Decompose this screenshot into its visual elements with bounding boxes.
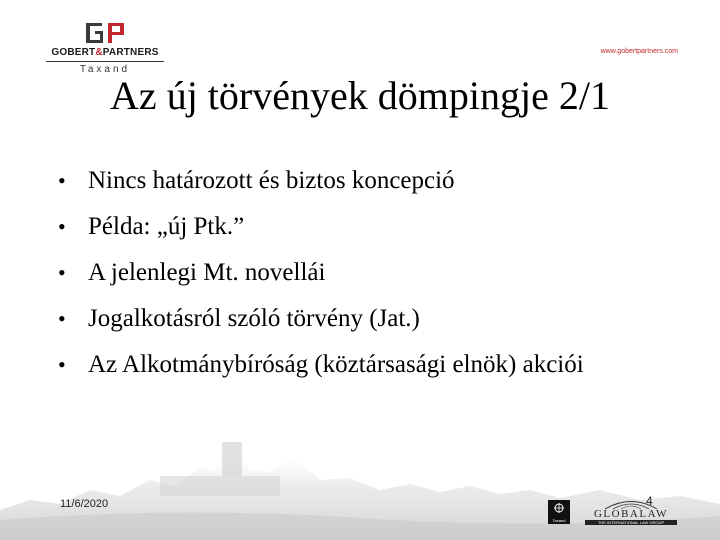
bullet-list bbox=[48, 164, 688, 394]
website-url: www.gobertpartners.com bbox=[600, 48, 678, 55]
slide-date: 11/6/2020 bbox=[60, 498, 109, 510]
bullet-text: Példa: „új Ptk.” bbox=[88, 213, 245, 240]
logo-mark-icon bbox=[84, 20, 128, 46]
gobert-partners-logo bbox=[44, 20, 174, 76]
logo-subtitle: Taxand bbox=[79, 64, 131, 75]
globalaw-tagline: THE INTERNATIONAL LAW GROUP bbox=[585, 520, 677, 525]
bullet-item bbox=[48, 164, 688, 197]
taxand-star-icon bbox=[548, 500, 570, 516]
globalaw-logo bbox=[585, 496, 677, 526]
logo-divider bbox=[46, 61, 164, 62]
slide-title: Az új törvények dömpingje 2/1 bbox=[110, 73, 610, 118]
bullet-text: A jelenlegi Mt. novellái bbox=[88, 259, 326, 286]
bullet-item bbox=[48, 210, 688, 243]
bullet-text: Nincs határozott és biztos koncepció bbox=[88, 167, 455, 194]
bullet-item bbox=[48, 256, 688, 289]
bullet-marker: • bbox=[58, 214, 66, 239]
bullet-marker: • bbox=[58, 260, 66, 285]
bullet-item bbox=[48, 348, 688, 381]
taxand-badge-text: Taxand bbox=[552, 518, 566, 523]
bullet-item bbox=[48, 302, 688, 335]
taxand-badge-logo bbox=[548, 500, 570, 524]
bullet-marker: • bbox=[58, 168, 66, 193]
page-number: 4 bbox=[646, 494, 653, 508]
logo-brand-text: GOBERT&PARTNERS bbox=[51, 47, 159, 58]
bullet-marker: • bbox=[58, 352, 66, 377]
bullet-marker: • bbox=[58, 306, 66, 331]
globalaw-name: GLOBALAW bbox=[593, 508, 669, 520]
bullet-text: Az Alkotmánybíróság (köztársasági elnök) akciói bbox=[88, 351, 584, 378]
bullet-text: Jogalkotásról szóló törvény (Jat.) bbox=[88, 305, 420, 332]
